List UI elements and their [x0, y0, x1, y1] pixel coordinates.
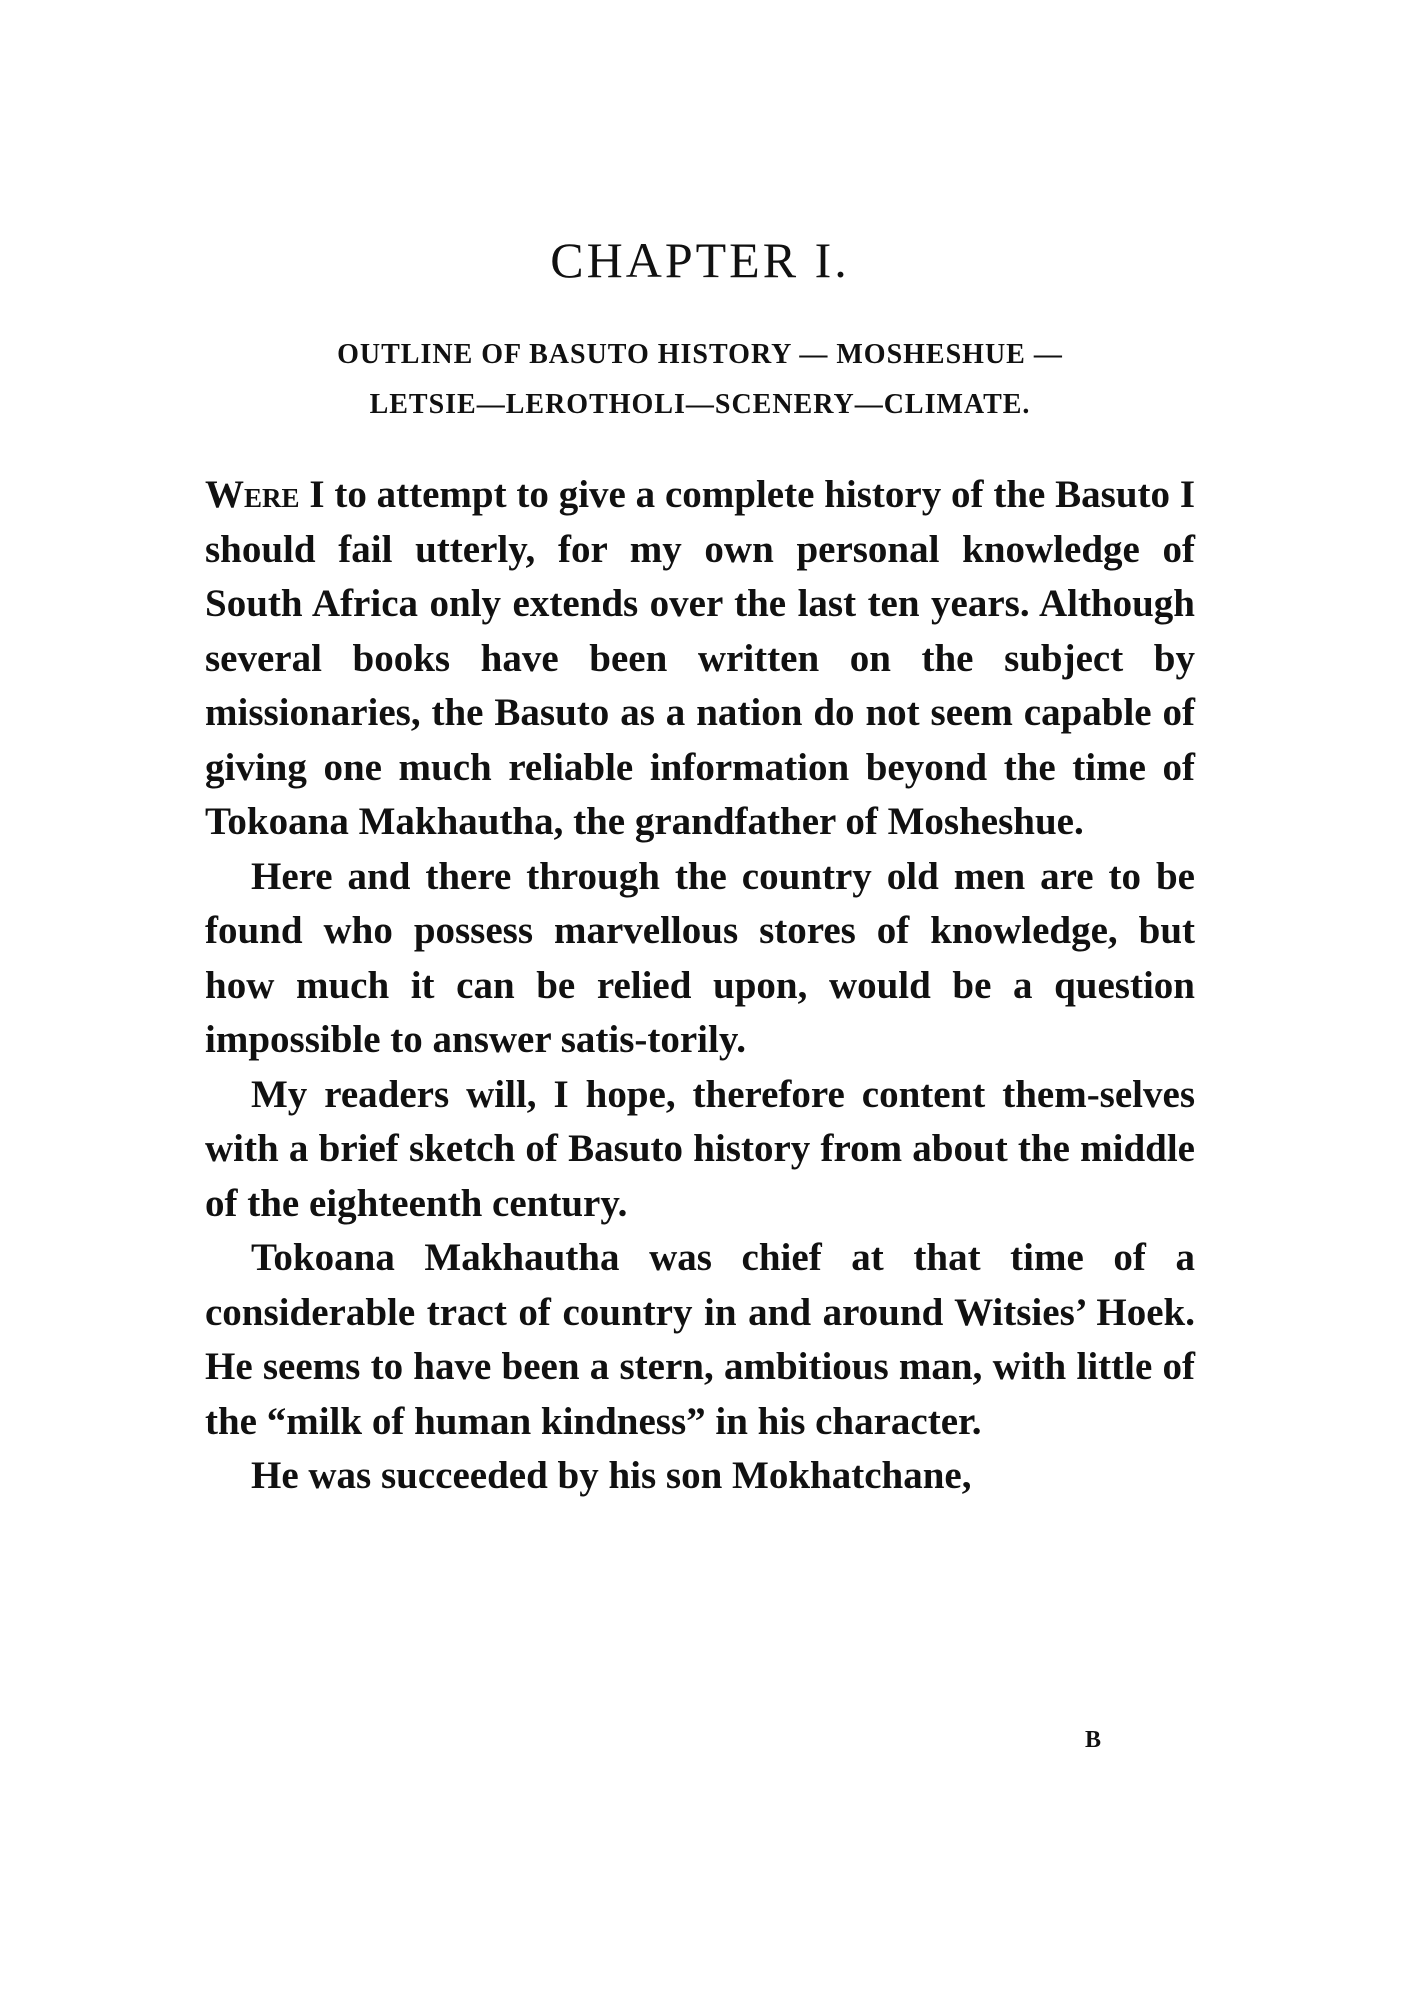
opening-word: Were — [205, 473, 300, 516]
paragraph-1-text: I to attempt to give a complete history of the Basuto I should fail utterly, for my own personal knowledge of South Africa only extends over the last ten years. Although several books have been written on the subject by missionaries, the Basuto as a nation do not seem capable of giving one much reliable information beyond the time of Tokoana Makhautha, the grandfather of Mosheshue. — [205, 473, 1195, 843]
signature-mark: B — [1085, 1727, 1102, 1753]
paragraph-3: My readers will, I hope, therefore content them-selves with a brief sketch of Basuto history from about the middle of the eighteenth century. — [205, 1072, 1195, 1225]
paragraph-5: He was succeeded by his son Mokhatchane, — [251, 1454, 972, 1497]
chapter-title: CHAPTER I. — [550, 232, 850, 288]
chapter-subtitle — [205, 330, 1195, 430]
chapter-subtitle-line-2: LETSIE—LEROTHOLI—SCENERY—CLIMATE. — [369, 389, 1031, 420]
book-page — [205, 230, 1195, 1504]
chapter-subtitle-line-1: OUTLINE OF BASUTO HISTORY — MOSHESHUE — — [337, 339, 1063, 370]
paragraph-4: Tokoana Makhautha was chief at that time of a considerable tract of country in and around Witsies’ Hoek. He seems to have been a stern, ambitious man, with little of the “milk of human kindness” in his character. — [205, 1236, 1195, 1443]
paragraph-2: Here and there through the country old men are to be found who possess marvellous stores of knowledge, but how much it can be relied upon, would be a question impossible to answer satis-torily. — [205, 854, 1195, 1061]
paragraph-1 — [205, 468, 1195, 850]
